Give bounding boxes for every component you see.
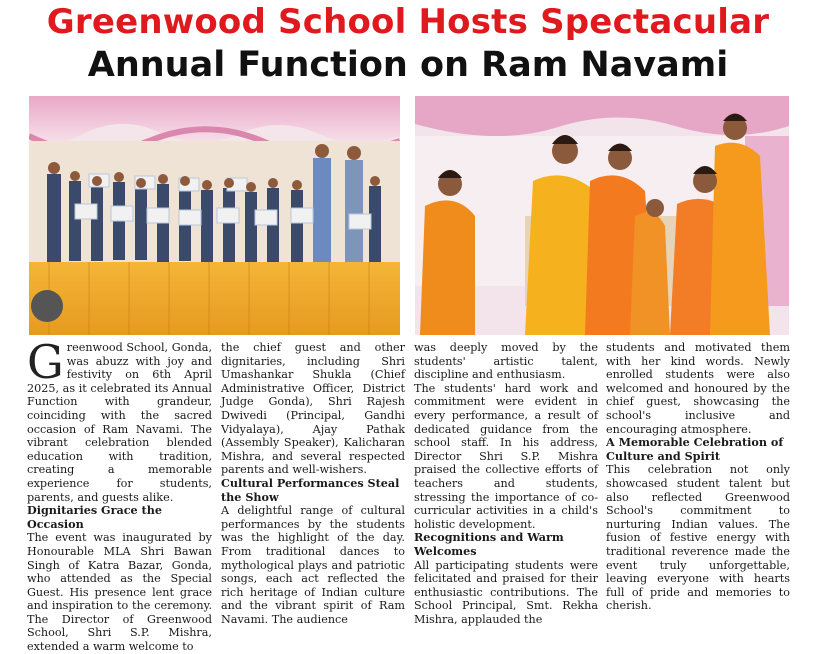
- article-column-4: [606, 341, 790, 613]
- subhead-cultural: Cultural Performances Steal the Show: [221, 475, 400, 504]
- hardwork-paragraph: The students' hard work and commitment were evident in every performance, a result of dedicated guidance from the school staff. In his address, Director Shri S.P. Mishra praised the collective efforts of teachers and students, stressing the importance of co-curricular activities in a child's holistic development.: [414, 381, 598, 531]
- performers-photo: [415, 96, 789, 335]
- group-photo-illustration: [29, 96, 400, 335]
- recognitions-paragraph-part-2: students and motivated them with her kind words. Newly enrolled students were also welcomed and honoured by the chief guest, showcasing the school's inclusive and encouraging atmosphere.: [606, 341, 790, 436]
- performers-photo-illustration: [415, 96, 789, 335]
- headline-line-1: Greenwood School Hosts Spectacular: [46, 2, 770, 42]
- cultural-paragraph-part-1: A delightful range of cultural performances by the students was the highlight of the day. From traditional dances to mythological plays and patriotic songs, each act reflected the rich heritage of Indian culture and the vibrant spirit of Ram Navami. The audience: [221, 504, 405, 626]
- headline-line-2: Annual Function on Ram Navami: [87, 45, 729, 85]
- dignitaries-paragraph-part-2: the chief guest and other dignitaries, including Shri Umashankar Shukla (Chief Administrative Officer, District Judge Gonda), Shri Rajesh Dwivedi (Principal, Gandhi Vidyalaya), Ajay Pathak (Assembly Speaker), Kalicharan Mishra, and several respected parents and well-wishers.: [221, 341, 405, 477]
- subhead-recognitions: Recognitions and Warm Welcomes: [414, 530, 564, 558]
- cultural-paragraph-part-2: was deeply moved by the students' artistic talent, discipline and enthusiasm.: [414, 341, 598, 382]
- subhead-memorable: A Memorable Celebration of Culture and Spirit: [606, 435, 784, 463]
- drop-cap: G: [27, 335, 64, 389]
- article-column-1: [27, 335, 212, 654]
- recognitions-paragraph-part-1: All participating students were felicitated and praised for their enthusiastic contributions. The School Principal, Smt. Rekha Mishra, applauded the: [414, 558, 598, 626]
- article-column-3: [414, 341, 598, 626]
- intro-paragraph: reenwood School, Gonda, was abuzz with joy and festivity on 6th April 2025, as it celebrated its Annual Function with grandeur, coinciding with the sacred occasion of Ram Navami. The vibrant celebration blended education with tradition, creating a memorable experience for students, parents, and guests alike.: [27, 341, 212, 504]
- group-photo: [29, 96, 400, 335]
- memorable-paragraph: This celebration not only showcased student talent but also reflected Greenwood School's commitment to nurturing Indian values. The fusion of festive energy with traditional reverence made the event truly unforgettable, leaving everyone with hearts full of pride and memories to cherish.: [606, 463, 790, 613]
- dignitaries-paragraph-part-1: The event was inaugurated by Honourable MLA Shri Bawan Singh of Katra Bazar, Gonda, who attended as the Special Guest. His presence lent grace and inspiration to the ceremony. The Director of Greenwood School, Shri S.P. Mishra, extended a warm welcome to: [27, 531, 212, 654]
- subhead-dignitaries: Dignitaries Grace the Occasion: [27, 503, 162, 531]
- article-column-2: [221, 341, 405, 626]
